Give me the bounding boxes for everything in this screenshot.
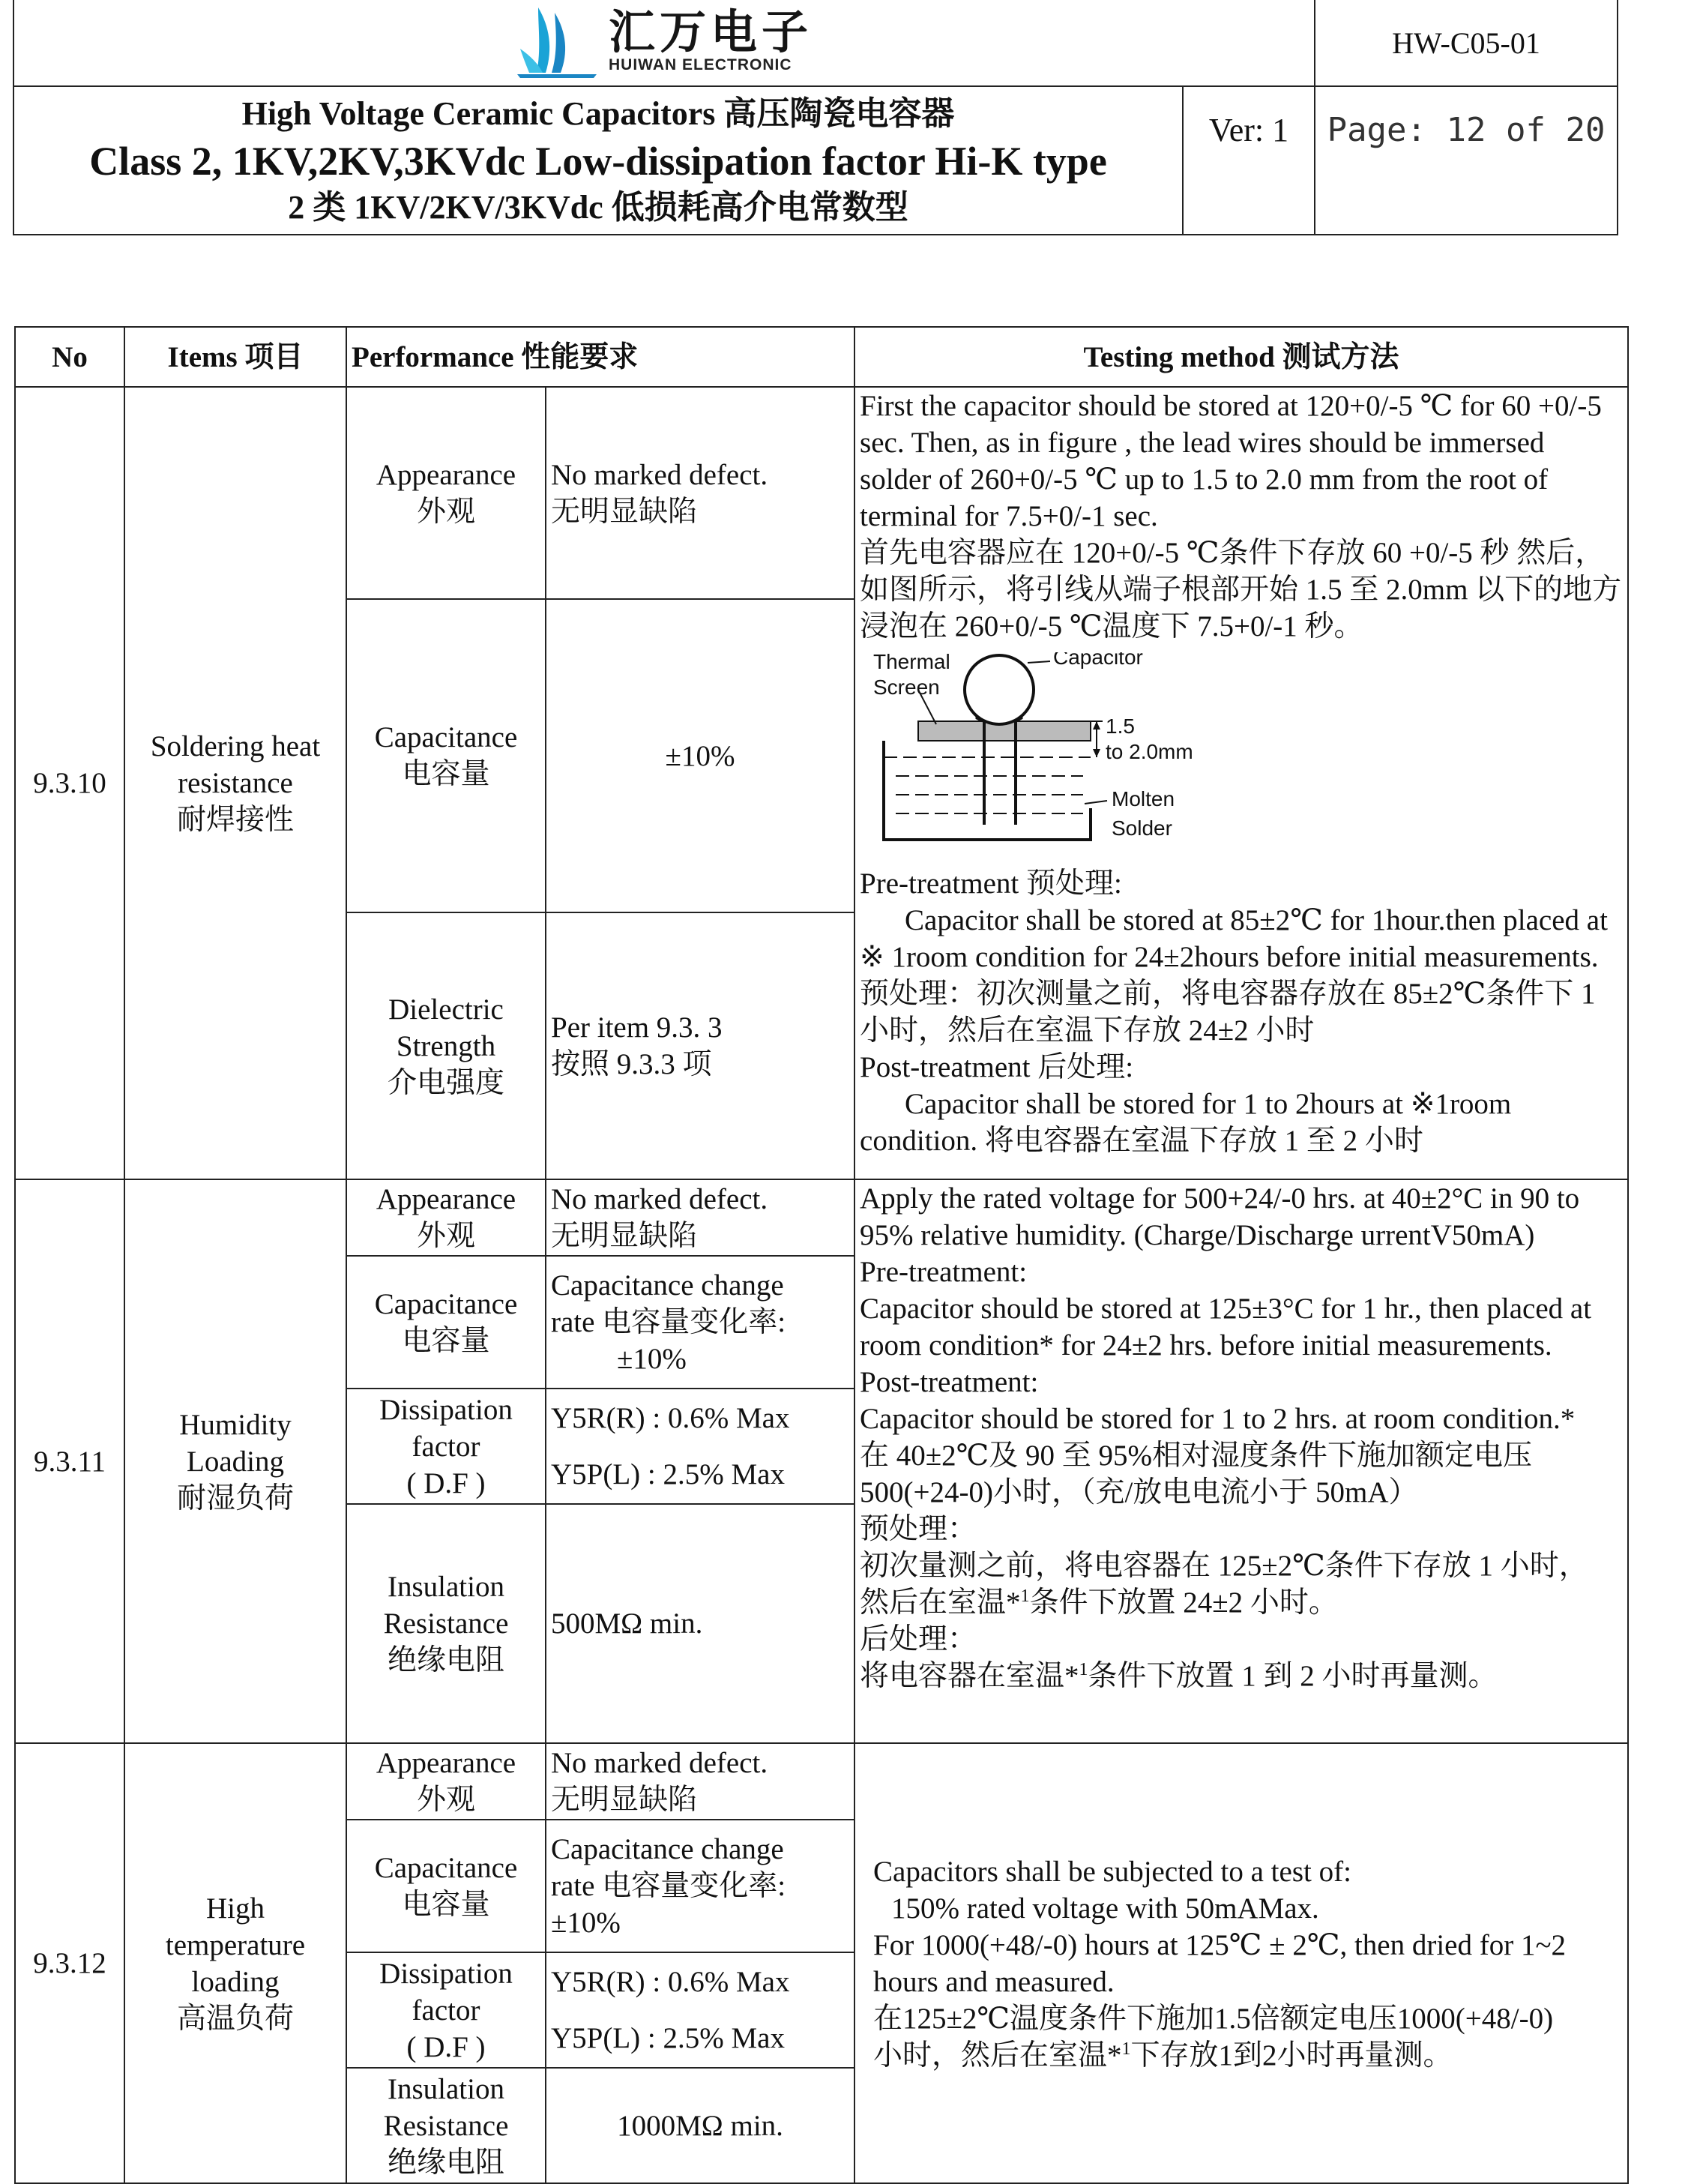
performance-requirement — [546, 1179, 854, 1256]
performance-name-line: 外观 — [416, 495, 475, 528]
performance-name — [346, 1256, 546, 1389]
performance-requirement — [546, 1256, 854, 1389]
testing-text — [873, 2037, 1623, 2074]
testing-text-part: 下存放1到2小时再量测。 — [1130, 2039, 1453, 2072]
performance-name — [346, 1389, 546, 1504]
performance-requirement — [546, 912, 854, 1179]
performance-name-line: Resistance — [383, 1607, 509, 1640]
performance-name-line: ( D.F ) — [406, 2030, 486, 2063]
title-line-1: High Voltage Ceramic Capacitors 高压陶瓷电容器 — [241, 95, 955, 132]
item-name — [124, 1743, 346, 2183]
item-name-line: 高温负荷 — [176, 2002, 294, 2035]
testing-text: Post-treatment: — [860, 1366, 1039, 1398]
performance-name — [346, 1179, 546, 1256]
soldering-test-diagram — [873, 652, 1226, 849]
performance-name-line: Capacitance — [374, 1287, 518, 1320]
testing-text: 后处理： — [860, 1623, 977, 1655]
performance-requirement — [546, 1952, 854, 2068]
performance-name — [346, 1504, 546, 1743]
requirement-line: Capacitance change — [551, 1833, 784, 1865]
performance-requirement: 1000MΩ min. — [546, 2068, 854, 2183]
item-name-line: Humidity — [179, 1408, 292, 1441]
item-name-line: Loading — [187, 1445, 284, 1478]
requirement-line: No marked defect. — [551, 458, 768, 491]
testing-text: 预处理： — [860, 1513, 977, 1545]
testing-text — [860, 1584, 1623, 1621]
performance-name-line: 电容量 — [402, 1888, 490, 1921]
diagram-label-dimension: to 2.0mm — [1106, 740, 1193, 763]
table-row — [15, 387, 1628, 599]
item-name-line: 耐焊接性 — [176, 804, 294, 836]
testing-text — [860, 1658, 1623, 1694]
performance-name — [346, 2068, 546, 2183]
performance-name-line: 外观 — [416, 1784, 475, 1816]
performance-requirement — [546, 387, 854, 599]
testing-method — [854, 387, 1628, 1179]
requirement-line: 无明显缺陷 — [551, 1220, 698, 1252]
logo-english-name: HUIWAN ELECTRONIC — [609, 55, 792, 73]
requirement-line: No marked defect. — [551, 1183, 768, 1215]
diagram-label-capacitor: Capacitor — [1053, 652, 1143, 669]
requirement-line: Y5P(L) : 2.5% Max — [551, 2022, 785, 2054]
performance-requirement — [546, 1820, 854, 1952]
item-name — [124, 387, 346, 1179]
performance-name-line: Appearance — [376, 458, 516, 491]
title-line-3: 2 类 1KV/2KV/3KVdc 低损耗高介电常数型 — [288, 189, 908, 226]
performance-name-line: Capacitance — [374, 1851, 518, 1884]
performance-name — [346, 1743, 546, 1820]
col-header-testing: Testing method 测试方法 — [854, 327, 1628, 387]
performance-name-line: 介电强度 — [387, 1066, 504, 1099]
testing-text: Pre-treatment: — [860, 1256, 1028, 1288]
testing-text-part: 条件下放置 1 到 2 小时再量测。 — [1088, 1660, 1498, 1692]
testing-text-part: 小时，然后在室温* — [873, 2039, 1122, 2072]
diagram-label-solder: Solder — [1112, 816, 1172, 840]
table-header-row — [15, 327, 1628, 387]
table-row — [15, 1743, 1628, 1820]
item-name-line: resistance — [178, 767, 293, 799]
footnote-mark: 1 — [1079, 1660, 1088, 1679]
diagram-label-molten: Molten — [1112, 787, 1175, 810]
requirement-line: Per item 9.3. 3 — [551, 1011, 723, 1044]
footnote-mark: 1 — [1020, 1586, 1030, 1606]
document-header — [13, 0, 1618, 235]
document-title — [13, 86, 1183, 235]
requirement-line: ±10% — [617, 1343, 687, 1375]
item-name-line: High — [206, 1892, 265, 1925]
testing-text: Capacitors shall be subjected to a test of: — [873, 1855, 1351, 1888]
performance-name-line: Strength — [396, 1029, 496, 1062]
testing-text-part: 将电容器在室温* — [860, 1660, 1079, 1692]
item-name-line: Soldering heat — [150, 730, 321, 762]
performance-name-line: 外观 — [416, 1220, 475, 1252]
performance-name-line: 绝缘电阻 — [387, 1644, 504, 1676]
logo-cell — [13, 0, 1315, 86]
testing-text: Capacitor should be stored at 125±3°C for 1 hr., then placed at room condition* for 24±2 hrs. before initial measurements. — [860, 1293, 1592, 1362]
performance-name-line: Dielectric — [388, 993, 504, 1026]
performance-name-line: Insulation — [388, 1571, 504, 1603]
requirement-line: 按照 9.3.3 项 — [551, 1048, 712, 1080]
diagram-label-thermal: Thermal — [873, 652, 950, 673]
requirement-line: Y5R(R) : 0.6% Max — [551, 1402, 790, 1434]
col-header-no: No — [15, 327, 124, 387]
company-logo — [516, 4, 813, 79]
requirement-line: rate 电容量变化率: — [551, 1870, 786, 1902]
performance-name-line: 绝缘电阻 — [387, 2146, 504, 2179]
testing-text: 在125±2℃温度条件下施加1.5倍额定电压1000(+48/-0) — [873, 2002, 1554, 2035]
testing-text: First the capacitor should be stored at 120+0/-5 ℃ for 60 +0/-5 sec. Then, as in figure , the lead wires should be immersed solder of 260+0/-5 ℃ up to 1.5 to 2.0 mm from the root of terminal for 7.5+0/-1 sec. — [860, 390, 1602, 532]
requirement-line: Y5R(R) : 0.6% Max — [551, 1966, 790, 1998]
testing-text: 150% rated voltage with 50mAMax. — [891, 1892, 1319, 1925]
performance-name-line: Dissipation — [379, 1393, 513, 1426]
col-header-performance: Performance 性能要求 — [346, 327, 854, 387]
testing-text: 在 40±2℃及 90 至 95%相对湿度条件下施加额定电压 500(+24-0)小时，（充/放电电流小于 50mA） — [860, 1440, 1533, 1508]
requirement-line: No marked defect. — [551, 1747, 768, 1779]
diagram-label-screen: Screen — [873, 676, 940, 699]
performance-name-line: Dissipation — [379, 1957, 513, 1990]
testing-method — [854, 1179, 1628, 1743]
performance-name — [346, 1820, 546, 1952]
performance-name — [346, 599, 546, 912]
table-row — [15, 1179, 1628, 1256]
title-line-2: Class 2, 1KV,2KV,3KVdc Low-dissipation factor Hi-K type — [89, 139, 1107, 184]
performance-name — [346, 387, 546, 599]
row-number: 9.3.12 — [15, 1743, 124, 2183]
performance-name-line: 电容量 — [402, 1324, 490, 1357]
logo-chinese-name: 汇万电子 — [609, 4, 813, 59]
performance-requirement: ±10% — [546, 599, 854, 912]
requirement-line: ±10% — [551, 1907, 621, 1939]
testing-method — [854, 1743, 1628, 2183]
performance-name-line: 电容量 — [402, 758, 490, 790]
testing-text: Capacitor should be stored for 1 to 2 hrs. at room condition.* — [860, 1403, 1576, 1435]
pretreatment-title: Pre-treatment 预处理: — [860, 867, 1122, 900]
performance-name-line: Insulation — [388, 2072, 504, 2105]
performance-name — [346, 1952, 546, 2068]
version-label: Ver: 1 — [1183, 86, 1315, 235]
col-header-items: Items 项目 — [124, 327, 346, 387]
diagram-label-dimension: 1.5 — [1106, 715, 1135, 738]
performance-name-line: factor — [412, 1430, 480, 1463]
testing-text-part: 然后在室温* — [860, 1586, 1021, 1619]
item-name — [124, 1179, 346, 1743]
performance-name-line: Appearance — [376, 1747, 516, 1779]
page-number: Page: 12 of 20 — [1315, 86, 1618, 235]
footnote-mark: 1 — [1121, 2039, 1131, 2059]
testing-text: For 1000(+48/-0) hours at 125℃ ± 2℃, then dried for 1~2 hours and measured. — [873, 1928, 1567, 1998]
performance-requirement — [546, 1389, 854, 1504]
document-code: HW-C05-01 — [1315, 0, 1618, 86]
posttreatment-title: Post-treatment 后处理: — [860, 1051, 1134, 1083]
requirement-line: Y5P(L) : 2.5% Max — [551, 1458, 785, 1490]
performance-requirement — [546, 1743, 854, 1820]
item-name-line: loading — [191, 1965, 280, 1998]
testing-text-part: 条件下放置 24±2 小时。 — [1029, 1586, 1338, 1619]
requirement-line: 无明显缺陷 — [551, 495, 698, 528]
requirement-line: Capacitance change — [551, 1269, 784, 1302]
pretreatment-text: Capacitor shall be stored at 85±2℃ for 1hour.then placed at ※ 1room condition for 24±2hours before initial measurements. 预处理：初次测量之前，将电容器存放在 85±2℃条件下 1 小时，然后在室温下存放 24±2 小时 — [860, 904, 1608, 1047]
performance-requirement: 500MΩ min. — [546, 1504, 854, 1743]
sail-logo-icon — [516, 4, 598, 79]
item-name-line: temperature — [165, 1928, 306, 1961]
item-name-line: 耐湿负荷 — [176, 1481, 294, 1514]
row-number: 9.3.11 — [15, 1179, 124, 1743]
test-spec-table — [14, 326, 1629, 2184]
testing-text: 初次量测之前，将电容器在 125±2℃条件下存放 1 小时， — [860, 1550, 1588, 1582]
testing-text: Apply the rated voltage for 500+24/-0 hrs. at 40±2°C in 90 to 95% relative humidity. (Charge/Discharge urrentV50mA) — [860, 1182, 1580, 1251]
testing-text: 首先电容器应在 120+0/-5 ℃条件下存放 60 +0/-5 秒 然后，如图所示，将引线从端子根部开始 1.5 至 2.0mm 以下的地方浸泡在 260+0/-5 ℃温度下 7.5+0/-1 秒。 — [860, 537, 1622, 643]
performance-name-line: ( D.F ) — [406, 1466, 486, 1499]
posttreatment-text: Capacitor shall be stored for 1 to 2hours at ※1room condition. 将电容器在室温下存放 1 至 2 小时 — [860, 1088, 1512, 1157]
requirement-line: rate 电容量变化率: — [551, 1306, 786, 1338]
performance-name-line: Resistance — [383, 2109, 509, 2142]
row-number: 9.3.10 — [15, 387, 124, 1179]
performance-name — [346, 912, 546, 1179]
requirement-line: 无明显缺陷 — [551, 1784, 698, 1816]
performance-name-line: factor — [412, 1994, 480, 2027]
performance-name-line: Appearance — [376, 1183, 516, 1215]
performance-name-line: Capacitance — [374, 721, 518, 753]
